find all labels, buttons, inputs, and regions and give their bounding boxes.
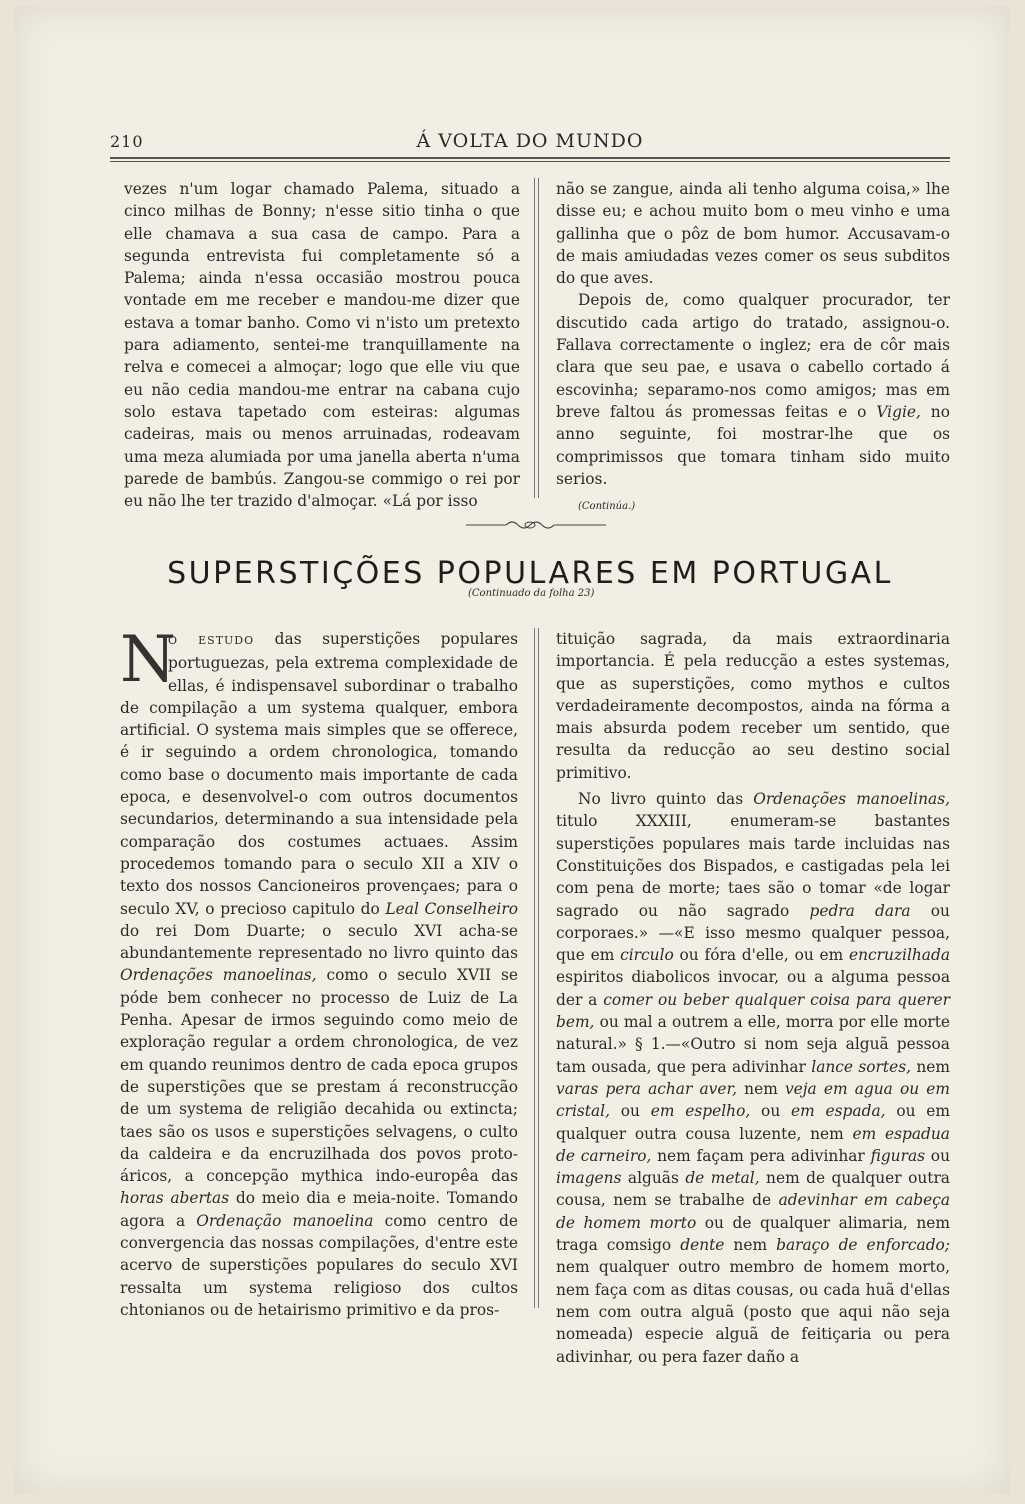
running-title: Á VOLTA DO MUNDO xyxy=(416,130,644,152)
article-paragraph: tituição sagrada, da mais extraordinaria importancia. É pela reducção a estes systemas, que as superstições, como mythos e cultos verdadeiramente decompostos, ainda na fórma a mais absurda podem receber um sentido, que resulta da reducção ao seu destino social primitivo. xyxy=(556,630,950,782)
article-paragraph: N O ESTUDO das superstições populares portuguezas, pela extrema complexidade de ellas, é indispensavel subordinar o trabalho de compilação a um systema qualquer, embora artificial. O systema mais simples que se offerece, é ir seguindo a ordem chronologica, tomando como base o documento mais importante de cada epoca, e desenvolvel-o com outros documentos secundarios, determinando a sua intensidade pela comparação dos costumes actuaes. Assim procedemos tomando para o seculo XII a XIV o texto dos nossos Cancioneiros provençaes; para o seculo XV, o precioso capitulo do Leal Conselheiro do rei Dom Duarte; o seculo XVI acha-se abundantemente representado no livro quinto das Ordenações manoelinas, como o seculo XVII se póde bem conhecer no processo de Luiz de La Penha. Apesar de irmos seguindo como meio de exploração regular a ordem chronologica, de vez em quando reunimos dentro de cada epoca grupos de superstições que se prestam á reconstrucção de um systema de religião decahida ou extincta; taes são os usos e superstições selvagens, o culto da caldeira e da encruzilhada dos povos proto-áricos, a concepção mythica indo-europêa das horas abertas do meio dia e meia-noite. Tomando agora a Ordenação manoelina como centro de convergencia das nossas compilações, d'entre este acervo de superstições populares do seculo XVI ressalta um systema religioso dos cultos chtonianos ou de hetairismo primitivo e da pros- xyxy=(120,623,519,1319)
column-separator xyxy=(534,178,535,498)
article-col1 xyxy=(120,623,519,1321)
prev-article-paragraph: não se zangue, ainda ali tenho alguma coisa,» lhe disse eu; e achou muito bom o meu vinho e uma gallinha que o pôz de bom humor. Accusavam-o de mais amiudadas vezes comer os seus subditos do que aves. xyxy=(556,180,950,288)
prev-article-col2 xyxy=(556,178,950,518)
ship-name: Vigie, xyxy=(876,402,921,421)
drop-cap: N xyxy=(120,623,176,697)
header-rule xyxy=(110,157,950,159)
column-separator xyxy=(534,628,535,1308)
continua-note: (Continúa.) xyxy=(578,501,636,513)
header-rule-thin xyxy=(110,161,950,162)
article-paragraph: No livro quinto das Ordenações manoelinas, titulo XXXIII, enumeram-se bastantes superstições populares mais tarde incluidas nas Constituições dos Bispados, e castigadas pela lei com pena de morte; taes são o tomar «de logar sagrado ou não sagrado pedra dara ou corporaes.» —«E isso mesmo qualquer pessoa, que em circulo ou fóra d'elle, ou em encruzilhada espiritos diabolicos invocar, ou a alguma pessoa der a comer ou beber qualquer coisa para querer bem, ou mal a outrem a elle, morra por elle morte natural.» § 1.—«Outro si nom seja alguã pessoa tam ousada, que pera adivinhar lance sortes, nem varas pera achar aver, nem veja em agua ou em cristal, ou em espelho, ou em espada, ou em qualquer outra cousa luzente, nem em espadua de carneiro, nem façam pera adivinhar figuras ou imagens alguãs de metal, nem de qualquer outra cousa, nem se trabalhe de adevinhar em cabeça de homem morto ou de qualquer alimaria, nem traga comsigo dente nem baraço de enforcado; nem qualquer outro membro de homem morto, nem faça com as ditas cousas, ou cada huã d'ellas nem com outra alguã (posto que aqui não seja nomeada) especie alguã de feitiçaria ou pera adivinhar, ou pera fazer daño a xyxy=(556,790,951,1366)
prev-article-paragraph: Depois de, como qualquer procurador, ter discutido cada artigo do tratado, assignou-o. Fallava correctamente o inglez; era de côr mais clara que seu pae, e usava o cabello cortado á escovinha; separamo-nos como amigos; mas em breve faltou ás promessas feitas e o Vigie, no anno seguinte, foi mostrar-lhe que os comprimissos que tomara tinham sido muito serios. xyxy=(556,291,950,488)
prev-article-text: vezes n'um logar chamado Palema, situado a cinco milhas de Bonny; n'esse sitio tinha o que elle chamava a sua casa de campo. Para a segunda entrevista fui completamente só a Palema; ainda n'essa occasião mostrou pouca vontade em me receber e mandou-me dizer que estava a tomar banho. Como vi n'isto um pretexto para adiamento, sentei-me tranquillamente na relva e comecei a almoçar; logo que elle viu que eu não cedia mandou-me entrar na cabana cujo solo estava tapetado com esteiras: algumas cadeiras, mais ou menos arruinadas, rodeavam uma meza alumiada por uma janella aberta n'uma parede de bambús. Zangou-se commigo o rei por eu não lhe ter trazido d'almoçar. «Lá por isso xyxy=(124,180,520,511)
running-header xyxy=(110,128,950,158)
article-col2 xyxy=(556,628,950,1368)
page-number: 210 xyxy=(110,132,144,151)
article-title: SUPERSTIÇÕES POPULARES EM PORTUGAL xyxy=(167,556,893,591)
column-separator xyxy=(538,178,539,498)
ornament-divider-icon xyxy=(466,518,606,532)
prev-article-col1 xyxy=(124,178,520,512)
article-subtitle: (Continuado da folha 23) xyxy=(468,588,595,599)
column-separator xyxy=(538,628,539,1308)
